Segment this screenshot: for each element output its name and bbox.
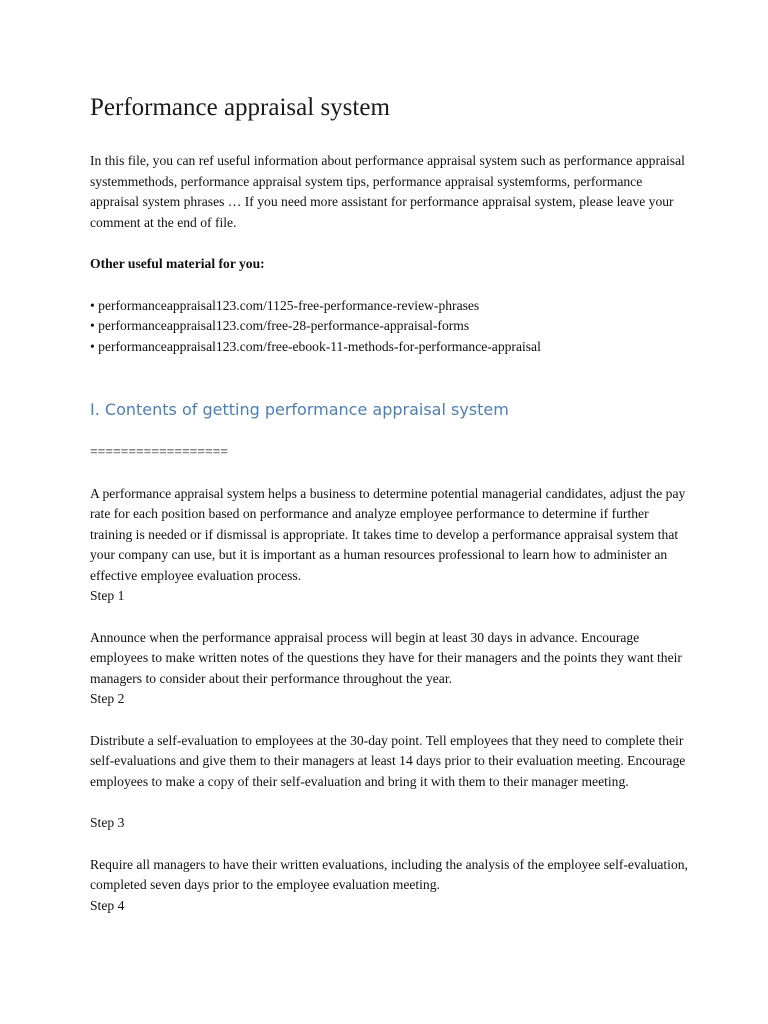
list-item: • performanceappraisal123.com/1125-free-performance-review-phrases bbox=[90, 297, 480, 313]
section-heading: I. Contents of getting performance appraisal system bbox=[90, 400, 509, 419]
spacer bbox=[90, 792, 688, 813]
step-label: Step 3 bbox=[90, 815, 125, 830]
body-paragraph: Announce when the performance appraisal process will begin at least 30 days in advance. Encourage employees to make written notes of the questions they have for their managers and the points they want their managers to consider about their performance throughout the year. bbox=[90, 629, 682, 686]
body-paragraph: Require all managers to have their written evaluations, including the analysis of the employee self-evaluation, completed seven days prior to the employee evaluation meeting. bbox=[90, 856, 688, 892]
intro-paragraph: In this file, you can ref useful information about performance appraisal system such as performance appraisal systemmethods, performance appraisal system tips, performance appraisal systemforms, performance appraisal system phrases … If you need more assistant for performance appraisal system, please leave your comment at the end of file. bbox=[90, 153, 685, 230]
step-label: Step 1 bbox=[90, 588, 125, 603]
list-item: • performanceappraisal123.com/free-28-performance-appraisal-forms bbox=[90, 318, 470, 333]
useful-material-heading: Other useful material for you: bbox=[90, 256, 265, 271]
step-label: Step 4 bbox=[90, 897, 125, 913]
list-item: • performanceappraisal123.com/free-ebook-11-methods-for-performance-appraisal bbox=[90, 338, 541, 354]
step-label: Step 2 bbox=[90, 691, 125, 706]
useful-links-list bbox=[90, 296, 688, 358]
separator-line: ================== bbox=[90, 444, 228, 459]
body-paragraph: Distribute a self-evaluation to employees at the 30-day point. Tell employees that they need to complete their self-evaluations and give them to their managers at least 14 days prior to their evaluation meeting. Encourage employees to make a copy of their self-evaluation and bring it with them to their manager meeting. bbox=[90, 732, 686, 789]
document-title: Performance appraisal system bbox=[90, 94, 390, 121]
body-paragraph: A performance appraisal system helps a business to determine potential managerial candidates, adjust the pay rate for each position based on performance and analyze employee performance to determine if further training is needed or if dismissal is appropriate. It takes time to develop a performance appraisal system that your company can use, but it is important as a human resources professional to learn how to administer an effective employee evaluation process. bbox=[90, 485, 686, 583]
